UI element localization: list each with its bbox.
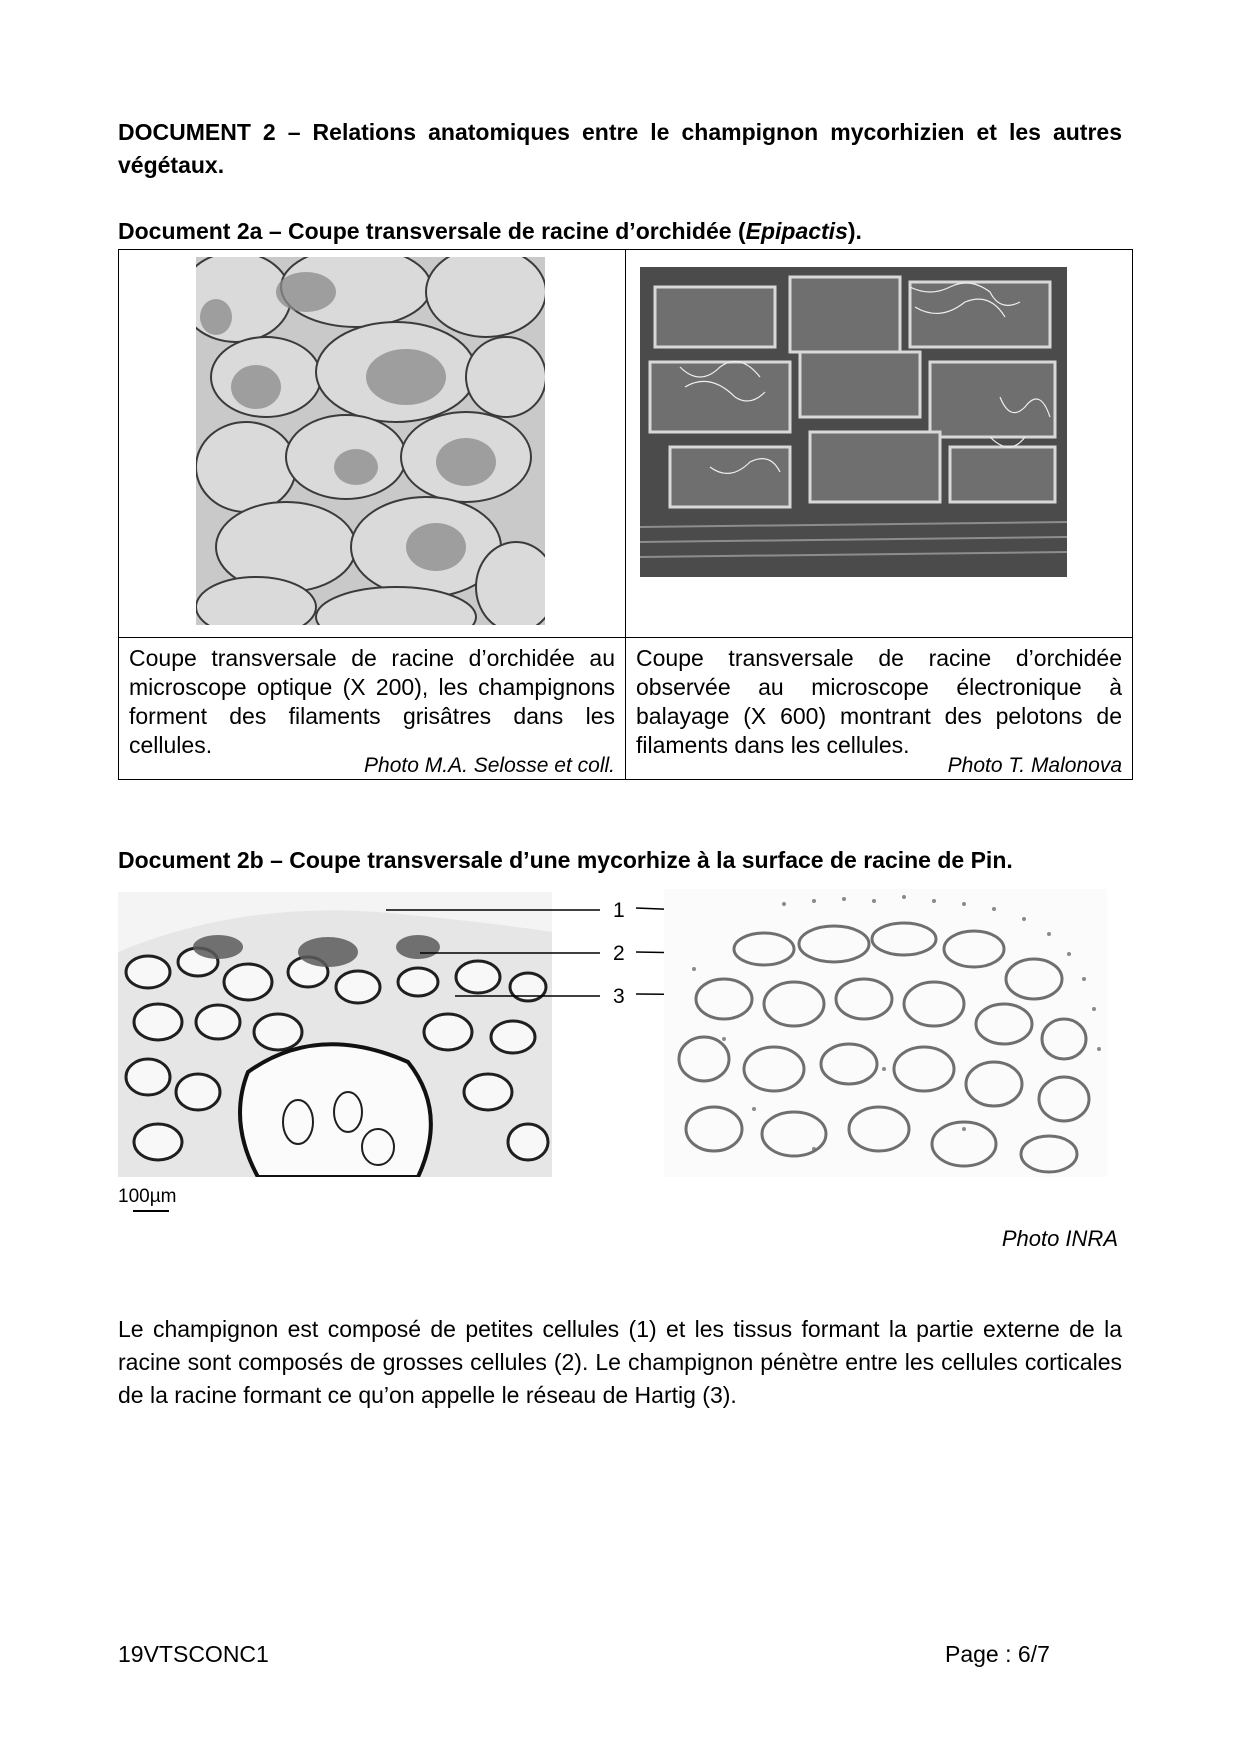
explanation-paragraph: Le champignon est composé de petites cellules (1) et les tissus formant la partie externe de la racine sont composés de grosses cellules (2). Le champignon pénètre entre les cellules corticales de la racine formant ce qu’on appelle le réseau de Hartig (3). <box>118 1316 1122 1408</box>
footer-code: 19VTSCONC1 <box>118 1641 269 1667</box>
label-1: 1 <box>613 899 625 922</box>
left-caption-cell <box>119 638 626 780</box>
document-title: DOCUMENT 2 – Relations anatomiques entre le champignon mycorhizien et les autres végétaux. <box>118 119 1122 178</box>
right-caption: Coupe transversale de racine d’orchidée observée au microscope électronique à balayage (X 600) montrant des pelotons de filaments dans les cellules. <box>636 645 1122 758</box>
right-credit: Photo T. Malonova <box>947 754 1122 777</box>
doc2a-photo-table <box>118 249 1133 780</box>
right-photo-cell <box>626 250 1133 638</box>
pine-mycorrhiza-drawing <box>664 889 1107 1177</box>
label-2: 2 <box>613 942 625 965</box>
left-photo-cell <box>119 250 626 638</box>
electron-microscope-photo <box>640 267 1067 577</box>
footer-page-number: Page : 6/7 <box>945 1641 1050 1667</box>
optical-microscope-photo <box>196 257 545 625</box>
doc2b-title: Document 2b – Coupe transversale d’une mycorhize à la surface de racine de Pin. <box>118 847 1013 873</box>
left-caption: Coupe transversale de racine d’orchidée au microscope optique (X 200), les champignons forment des filaments grisâtres dans les cellules. <box>129 645 615 758</box>
label-3: 3 <box>613 985 625 1008</box>
right-caption-cell <box>626 638 1133 780</box>
inra-credit: Photo INRA <box>1001 1226 1118 1251</box>
scale-label: 100µm <box>118 1186 177 1207</box>
doc2a-title: Document 2a – Coupe transversale de racine d’orchidée (Epipactis). <box>118 218 862 244</box>
scale-bar <box>133 1210 169 1212</box>
left-credit: Photo M.A. Selosse et coll. <box>364 754 615 777</box>
